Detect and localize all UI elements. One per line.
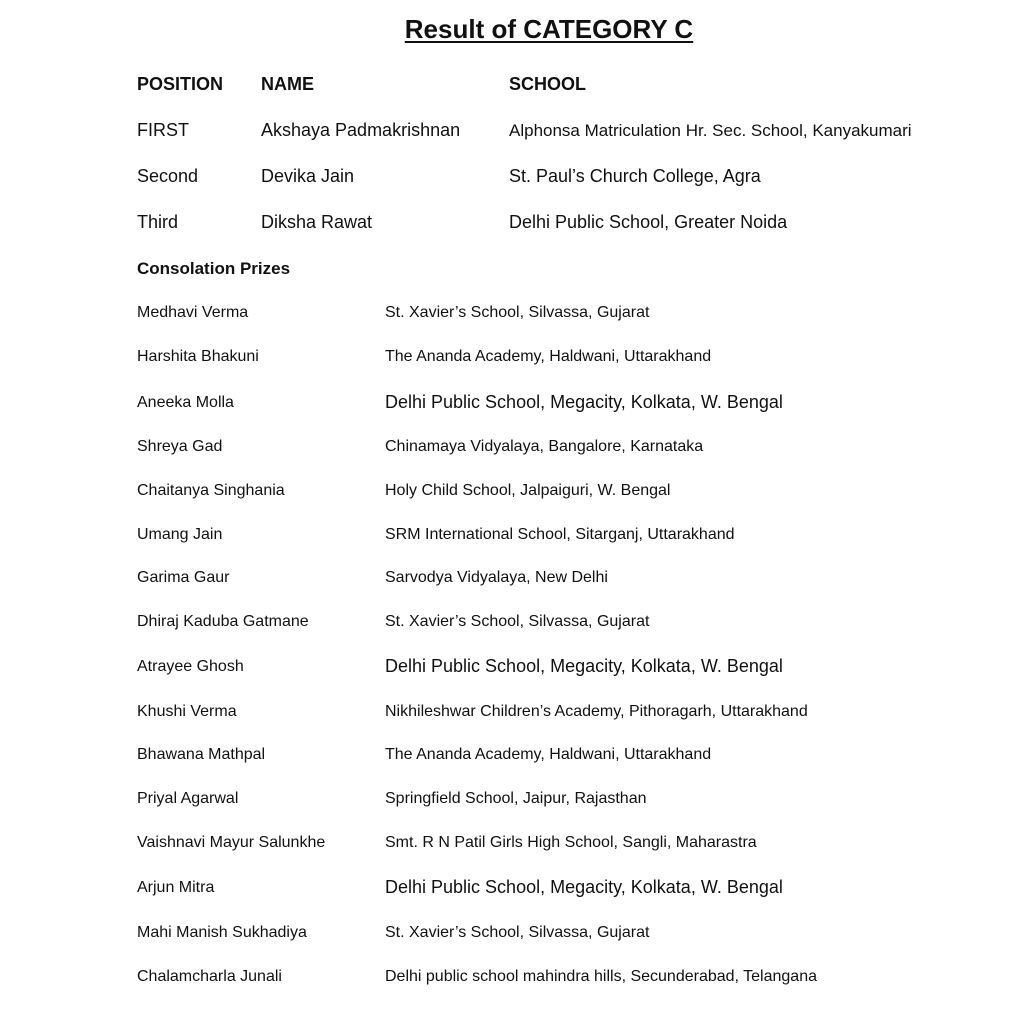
consolation-name: Medhavi Verma <box>137 304 249 321</box>
consolation-school: Smt. R N Patil Girls High School, Sangli, Maharastra <box>385 834 757 851</box>
consolation-name: Chalamcharla Junali <box>137 968 282 985</box>
list-item <box>0 348 1024 370</box>
list-item <box>0 703 1024 725</box>
consolation-school: Delhi public school mahindra hills, Secunderabad, Telangana <box>385 968 817 985</box>
list-item <box>0 879 1024 901</box>
header-name: NAME <box>261 74 314 94</box>
winner-position: FIRST <box>137 120 189 140</box>
page-title: Result of CATEGORY C <box>404 14 694 44</box>
consolation-school: St. Xavier’s School, Silvassa, Gujarat <box>385 304 650 321</box>
consolation-name: Shreya Gad <box>137 438 223 455</box>
list-item <box>0 658 1024 680</box>
winner-name: Diksha Rawat <box>261 212 373 232</box>
consolation-name: Vaishnavi Mayur Salunkhe <box>137 834 326 851</box>
consolation-name: Harshita Bhakuni <box>137 348 259 365</box>
header-position: POSITION <box>137 74 224 94</box>
winner-name: Akshaya Padmakrishnan <box>261 120 461 140</box>
consolation-school: Delhi Public School, Megacity, Kolkata, W. Bengal <box>385 877 783 897</box>
winner-row-first <box>0 120 1024 144</box>
consolation-name: Dhiraj Kaduba Gatmane <box>137 613 309 630</box>
consolation-school: Delhi Public School, Megacity, Kolkata, W. Bengal <box>385 656 783 676</box>
winner-position: Third <box>137 212 179 232</box>
winner-row-second <box>0 166 1024 190</box>
consolation-school: Springfield School, Jaipur, Rajasthan <box>385 790 647 807</box>
consolation-name: Atrayee Ghosh <box>137 658 244 675</box>
consolation-school: The Ananda Academy, Haldwani, Uttarakhand <box>385 348 712 365</box>
list-item <box>0 394 1024 416</box>
list-item <box>0 968 1024 990</box>
consolation-heading: Consolation Prizes <box>137 259 291 278</box>
list-item <box>0 482 1024 504</box>
consolation-name: Arjun Mitra <box>137 879 215 896</box>
list-item <box>0 438 1024 460</box>
list-item <box>0 746 1024 768</box>
consolation-name: Umang Jain <box>137 526 223 543</box>
list-item <box>0 834 1024 856</box>
consolation-school: St. Xavier’s School, Silvassa, Gujarat <box>385 613 650 630</box>
consolation-school: St. Xavier’s School, Silvassa, Gujarat <box>385 924 650 941</box>
list-item <box>0 790 1024 812</box>
consolation-school: Chinamaya Vidyalaya, Bangalore, Karnataka <box>385 438 704 455</box>
winner-school: Alphonsa Matriculation Hr. Sec. School, Kanyakumari <box>509 121 912 140</box>
list-item <box>0 569 1024 591</box>
consolation-school: Delhi Public School, Megacity, Kolkata, W. Bengal <box>385 392 783 412</box>
consolation-name: Bhawana Mathpal <box>137 746 266 763</box>
winner-row-third <box>0 212 1024 236</box>
winner-name: Devika Jain <box>261 166 355 186</box>
winner-position: Second <box>137 166 199 186</box>
consolation-name: Priyal Agarwal <box>137 790 239 807</box>
consolation-school: The Ananda Academy, Haldwani, Uttarakhand <box>385 746 712 763</box>
consolation-name: Mahi Manish Sukhadiya <box>137 924 307 941</box>
list-item <box>0 924 1024 946</box>
list-item <box>0 526 1024 548</box>
winner-school: Delhi Public School, Greater Noida <box>509 212 788 232</box>
list-item <box>0 304 1024 326</box>
consolation-school: Sarvodya Vidyalaya, New Delhi <box>385 569 608 586</box>
consolation-school: SRM International School, Sitarganj, Uttarakhand <box>385 526 735 543</box>
header-school: SCHOOL <box>509 74 587 94</box>
winner-school: St. Paul’s Church College, Agra <box>509 166 761 186</box>
consolation-school: Holy Child School, Jalpaiguri, W. Bengal <box>385 482 671 499</box>
consolation-name: Aneeka Molla <box>137 394 234 411</box>
list-item <box>0 613 1024 635</box>
consolation-name: Chaitanya Singhania <box>137 482 285 499</box>
consolation-school: Nikhileshwar Children’s Academy, Pithoragarh, Uttarakhand <box>385 703 808 720</box>
consolation-name: Khushi Verma <box>137 703 237 720</box>
consolation-name: Garima Gaur <box>137 569 230 586</box>
